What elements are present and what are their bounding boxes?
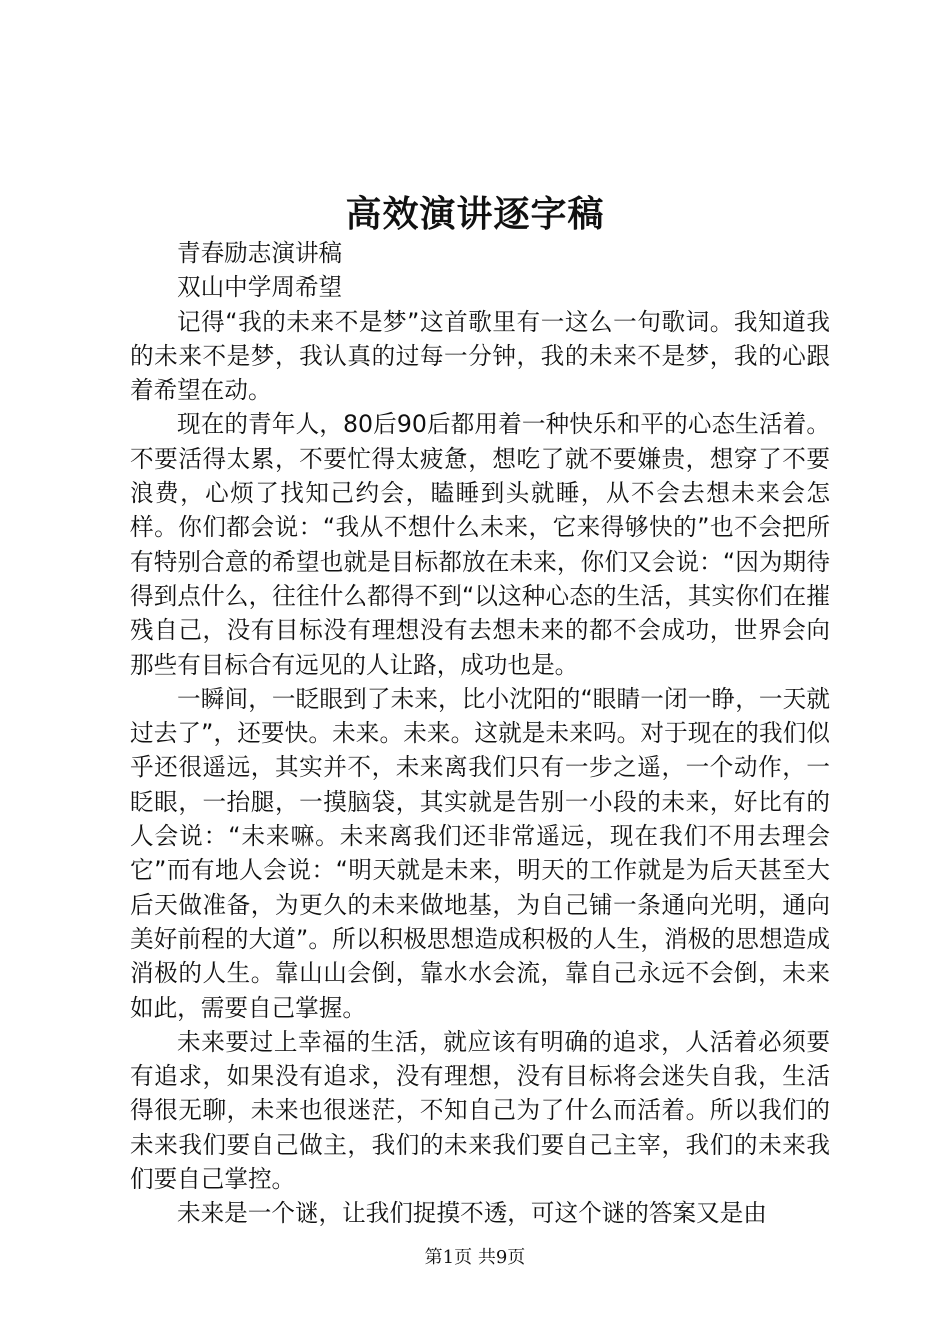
paragraph: 记得“我的未来不是梦”这首歌里有一这么一句歌词。我知道我的未来不是梦，我认真的过每一分钟，我的未来不是梦，我的心跟着希望在动。 bbox=[130, 307, 830, 405]
paragraph: 现在的青年人，80后90后都用着一种快乐和平的心态生活着。不要活得太累，不要忙得太疲惫，想吃了就不要嫌贵，想穿了不要浪费，心烦了找知己约会，瞌睡到头就睡，从不会去想未来会怎样。你们都会说：“我从不想什么未来，它来得够快的”也不会把所有特别合意的希望也就是目标都放在未来，你们又会说：“因为期待得到点什么，往往什么都得不到“以这种心态的生活，其实你们在摧残自己，没有目标没有理想没有去想未来的都不会成功，世界会向那些有目标合有远见的人让路，成功也是。 bbox=[130, 410, 830, 679]
document-body bbox=[130, 236, 830, 1231]
document-title: 高效演讲逐字稿 bbox=[345, 193, 605, 235]
paragraph: 未来是一个谜，让我们捉摸不透，可这个谜的答案又是由 bbox=[177, 1199, 767, 1228]
page-footer: 第1页 共9页 bbox=[424, 1247, 526, 1268]
paragraph: 一瞬间，一眨眼到了未来，比小沈阳的“眼睛一闭一睁，一天就过去了”，还要快。未来。未来。这就是未来吗。对于现在的我们似乎还很遥远，其实并不，未来离我们只有一步之遥，一个动作，一眨眼，一抬腿，一摸脑袋，其实就是告别一小段的未来，好比有的人会说：“未来嘛。未来离我们还非常遥远，现在我们不用去理会它”而有地人会说：“明天就是未来，明天的工作就是为后天甚至大后天做准备，为更久的未来做地基，为自己铺一条通向光明，通向美好前程的大道”。所以积极思想造成积极的人生，消极的思想造成消极的人生。靠山山会倒，靠水水会流，靠自己永远不会倒，未来如此，需要自己掌握。 bbox=[130, 684, 830, 1022]
paragraph: 未来要过上幸福的生活，就应该有明确的追求，人活着必须要有追求，如果没有追求，没有理想，没有目标将会迷失自我，生活得很无聊，未来也很迷茫，不知自己为了什么而活着。所以我们的未来我们要自己做主，我们的未来我们要自己主宰，我们的未来我们要自己掌控。 bbox=[130, 1027, 830, 1194]
author-line: 双山中学周希望 bbox=[177, 273, 343, 302]
subtitle: 青春励志演讲稿 bbox=[177, 239, 343, 267]
